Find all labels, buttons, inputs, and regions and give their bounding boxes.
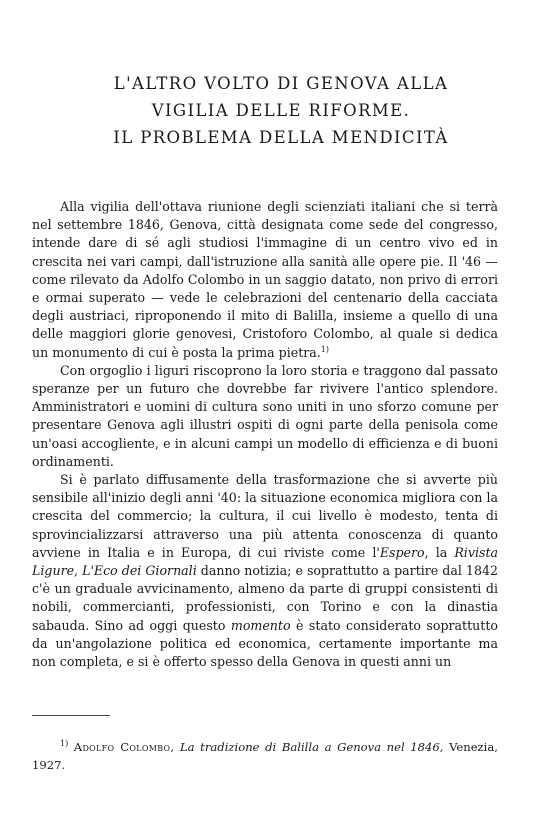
emphasis-momento: momento — [230, 617, 291, 633]
title-line-3: IL PROBLEMA DELLA MENDICITÀ — [113, 128, 449, 147]
paragraph-3-text-d: danno notizia; e soprattutto a partire dal 1842 c'è un graduale avvicinamento, almeno da parte di gruppi consistenti di nobili, commercianti, professionisti, con Torino e con la dinastia sabauda. Sino ad oggi questo — [32, 563, 498, 633]
paragraph-3 — [32, 471, 498, 671]
footnote-work-title: La tradizione di Balilla a Genova nel 1846, — [179, 740, 444, 754]
footnote-place-year: Venezia, 1927. — [32, 740, 498, 772]
paragraph-1 — [32, 198, 498, 362]
footnote-1 — [32, 738, 498, 774]
journal-rivista-ligure: Rivista Ligure — [32, 544, 499, 579]
paragraph-3-text-b: , la — [424, 544, 455, 560]
footnote-author: Adolfo Colombo, — [73, 740, 175, 754]
title-line-1: L'ALTRO VOLTO DI GENOVA ALLA — [113, 74, 449, 93]
paragraph-3-text-e: è stato considerato soprattutto da un'angolazione politica ed economica, certamente importante ma non completa, e si è offerto spesso della Genova in questi anni un — [32, 617, 498, 670]
journal-espero: Espero — [379, 544, 425, 560]
paragraph-2: Con orgoglio i liguri riscoprono la loro storia e traggono dal passato speranze per un futuro che dovrebbe far rivivere l'antico splendore. Amministratori e uomini di cultura sono uniti in uno sforzo comune per presentare Genova agli illustri ospiti di ogni parte della penisola come un'oasi accogliente, e in alcuni campi un modello di efficienza e di buoni ordinamenti. — [32, 362, 498, 469]
paragraph-3-text-c: , — [74, 563, 83, 579]
title-line-2: VIGILIA DELLE RIFORME. — [151, 101, 411, 120]
footnote-ref-1: 1) — [320, 344, 330, 354]
paragraph-3-text-a: Si è parlato diffusamente della trasformazione che si avverte più sensibile all'inizio degli anni '40: la situazione economica migliora con la crescita del commercio; la cultura, il cui livello è modesto, tenta di sprovincializzarsi attraverso una più attenta conoscenza di quanto avviene in Italia e in Europa, di cui riviste come l' — [32, 472, 498, 560]
paragraph-1-text: Alla vigilia dell'ottava riunione degli scienziati italiani che si terrà nel settembre 1846, Genova, città designata come sede del congresso, intende dare di sé agli studiosi l'immagine di un centro vivo ed in crescita nei vari campi, dall'istruzione alla sanità alle opere pie. Il '46 — come rilevato da Adolfo Colombo in un saggio datato, non privo di errori e ormai superato — vede le celebrazioni del centenario della cacciata degli austriaci, riproponendo il mito di Balilla, insieme a quello di una delle maggiori glorie genovesi, Cristoforo Colombo, al quale si dedica un monumento di cui è posta la prima pietra. — [32, 199, 498, 360]
footnote-separator — [32, 715, 110, 716]
journal-eco-dei-giornali: L'Eco dei Giornali — [82, 563, 197, 579]
body-text — [32, 198, 498, 671]
chapter-title — [0, 70, 550, 151]
footnote-text — [32, 738, 498, 774]
footnote-marker: 1) — [60, 739, 69, 749]
